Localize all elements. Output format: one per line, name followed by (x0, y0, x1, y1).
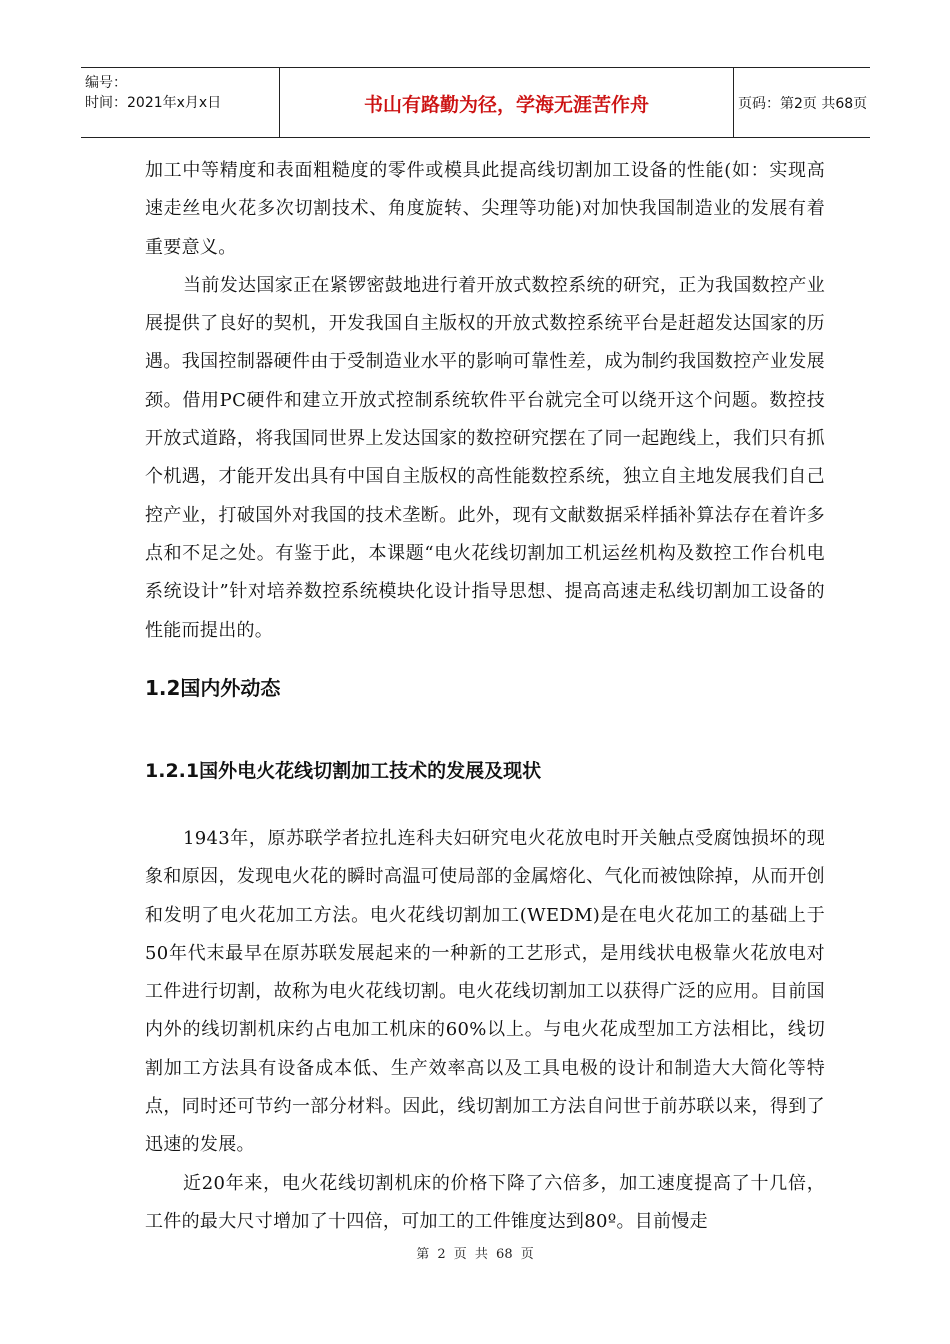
paragraph: 1943年，原苏联学者拉扎连科夫妇研究电火花放电时开关触点受腐蚀损坏的现象和原因，发现电火花的瞬时高温可使局部的金属熔化、气化而被蚀除掉，从而开创和发明了电火花加工方法。电火花线切割加工(WEDM)是在电火花加工的基础上于50年代末最早在原苏联发展起来的一种新的工艺形式，是用线状电极靠火花放电对工件进行切割，故称为电火花线切割。电火花线切割加工以获得广泛的应用。目前国内外的线切割机床约占电加工机床的60%以上。与电火花成型加工方法相比，线切割加工方法具有设备成本低、生产效率高以及工具电极的设计和制造大大简化等特点，同时还可节约一部分材料。因此，线切割加工方法自问世于前苏联以来，得到了迅速的发展。 (145, 828, 825, 1156)
section-1-2-1-body (145, 820, 825, 1241)
paragraph: 近20年来，电火花线切割机床的价格下降了六倍多，加工速度提高了十几倍，工件的最大尺寸增加了十四倍，可加工的工件锥度达到80º。目前慢走 (145, 1172, 825, 1232)
page-header-table (81, 67, 870, 138)
date-label: 时间：2021年x月x日 (85, 95, 222, 111)
paragraph: 当前发达国家正在紧锣密鼓地进行着开放式数控系统的研究，正为我国数控产业展提供了良好的契机，开发我国自主版权的开放式数控系统平台是赶超发达国家的历遇。我国控制器硬件由于受制造业水平的影响可靠性差，成为制约我国数控产业发展颈。借用PC硬件和建立开放式控制系统软件平台就完全可以绕开这个问题。数控技开放式道路，将我国同世界上发达国家的数控研究摆在了同一起跑线上，我们只有抓个机遇，才能开发出具有中国自主版权的高性能数控系统，独立自主地发展我们自己控产业，打破国外对我国的技术垄断。此外，现有文献数据采样插补算法存在着许多点和不足之处。有鉴于此，本课题“电火花线切割加工机运丝机构及数控工作台机电系统设计”针对培养数控系统模块化设计指导思想、提高高速走私线切割加工设备的性能而提出的。 (145, 274, 825, 641)
section-heading-1-2-1: 1.2.1国外电火花线切割加工技术的发展及现状 (145, 760, 542, 782)
header-page-info: 页码：第2页 共68页 (738, 96, 868, 112)
header-page-cell (734, 68, 870, 137)
section-1-1-body (145, 152, 825, 650)
page-footer: 第 2 页 共 68 页 (416, 1247, 534, 1262)
header-motto-cell (280, 68, 734, 137)
header-meta-cell (81, 68, 280, 137)
paragraph: 加工中等精度和表面粗糙度的零件或模具此提高线切割加工设备的性能(如：实现高速走丝电火花多次切割技术、角度旋转、尖理等功能)对加快我国制造业的发展有着重要意义。 (145, 160, 825, 258)
section-heading-1-2: 1.2国内外动态 (145, 676, 281, 700)
number-label: 编号： (85, 75, 127, 91)
header-motto: 书山有路勤为径，学海无涯苦作舟 (363, 94, 649, 116)
